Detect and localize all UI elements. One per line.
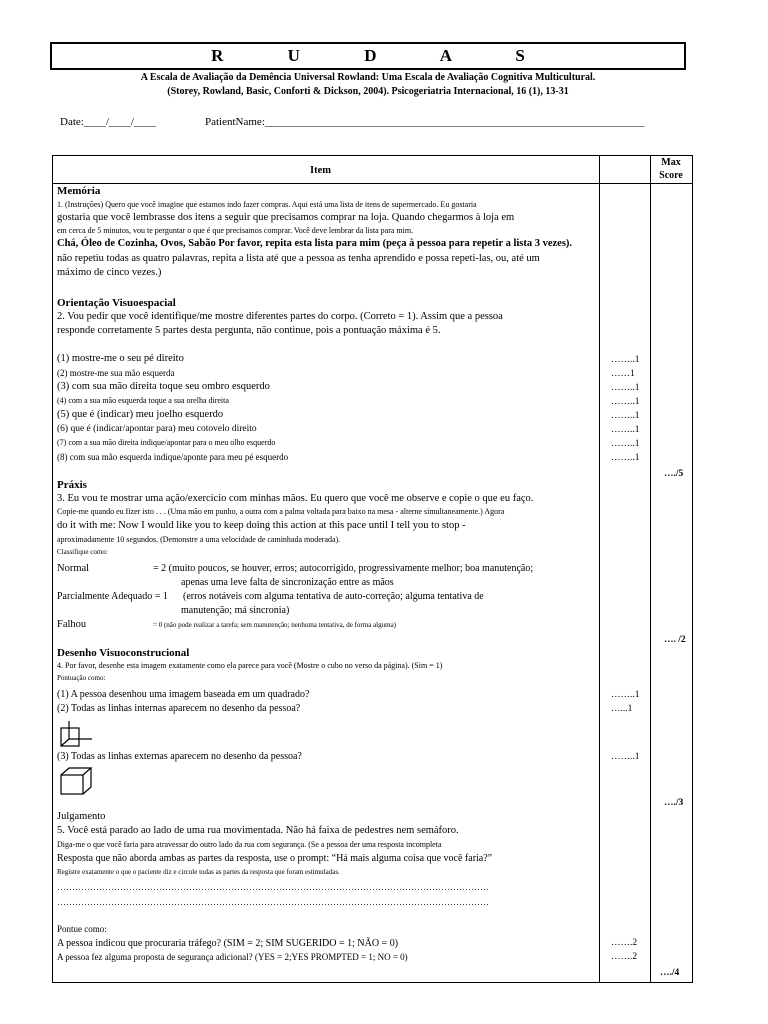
orientacao-item-1: (1) mostre-me o seu pé direito xyxy=(57,353,184,364)
document-title: R U D A S xyxy=(50,42,686,70)
section-praxis-heading: Práxis xyxy=(57,479,87,491)
praxis-partial-text-1: (erros notáveis com alguma tentativa de auto-correção; alguma tentativa de xyxy=(183,591,484,602)
section-desenho-heading: Desenho Visuoconstrucional xyxy=(57,647,190,659)
orientacao-item-8: (8) com sua mão esquerda indique/aponte para meu pé esquerdo xyxy=(57,452,289,462)
section-memoria-heading: Memória xyxy=(57,185,101,197)
date-field: Date:____/____/____ xyxy=(60,116,156,128)
praxis-classify-label: Classifique como: xyxy=(57,548,108,556)
cube-inner-lines-icon xyxy=(59,719,95,749)
orientacao-score-6: ……..1 xyxy=(611,425,640,435)
table-header-border xyxy=(52,183,693,184)
table-top-border xyxy=(52,155,693,156)
desenho-score-1: ……..1 xyxy=(611,690,640,700)
table-bottom-border xyxy=(52,982,693,983)
orientacao-score-8: ……..1 xyxy=(611,453,640,463)
subtitle-line-2: (Storey, Rowland, Basic, Conforti & Dickson, 2004). Psicogeriatria Internacional, 16 (1), 13-31 xyxy=(167,86,569,97)
desenho-score-2: …...1 xyxy=(611,704,633,714)
desenho-max-score: …./3 xyxy=(664,798,684,808)
orientacao-score-2: ……1 xyxy=(611,369,635,379)
julgamento-line-3: Resposta que não aborda ambas as partes da resposta, use o prompt: “Há mais alguma coisa que você faria?” xyxy=(57,853,493,864)
orientacao-item-6: (6) que é (indicar/apontar para) meu cotovelo direito xyxy=(57,424,257,434)
praxis-partial-text-2: manutenção; má sincronia) xyxy=(181,605,290,616)
patient-name-field: PatientName:_____________________________________________________________________ xyxy=(205,116,645,128)
orientacao-score-7: ……..1 xyxy=(611,439,640,449)
memoria-line-6: máximo de cinco vezes.) xyxy=(57,267,162,278)
orientacao-score-5: ……..1 xyxy=(611,411,640,421)
julgamento-question-2: A pessoa fez alguma proposta de segurança adicional? (YES = 2;YES PROMPTED = 1; NO = 0) xyxy=(57,952,408,962)
answer-line-1[interactable]: ……………………………………………………………………………………………………………………………… xyxy=(57,882,489,892)
praxis-partial-label: Parcialmente Adequado = 1 xyxy=(57,591,168,602)
desenho-item-3: (3) Todas as linhas externas aparecem no desenho da pessoa? xyxy=(57,751,302,762)
orientacao-item-3: (3) com sua mão direita toque seu ombro esquerdo xyxy=(57,381,270,392)
orientacao-item-7: (7) com a sua mão direita indique/apontar para o meu olho esquerdo xyxy=(57,438,276,447)
praxis-line-2: Copie-me quando eu fizer isto . . . (Uma mão em punho, a outra com a palma voltada para baixo na mesa - alterne simultaneamente.) Agora xyxy=(57,507,505,516)
orientacao-line-1: 2. Vou pedir que você identifique/me mostre diferentes partes do corpo. (Correto = 1). Assim que a pessoa xyxy=(57,311,503,322)
julgamento-score-1: …….2 xyxy=(611,938,638,948)
table-divider-1 xyxy=(599,155,600,983)
orientacao-max-score: …./5 xyxy=(664,469,684,479)
orientacao-score-3: ……..1 xyxy=(611,383,640,393)
julgamento-question-1: A pessoa indicou que procuraria tráfego? (SIM = 2; SIM SUGERIDO = 1; NÃO = 0) xyxy=(57,938,399,949)
praxis-max-score: …. /2 xyxy=(664,635,686,645)
col-header-max: Max xyxy=(661,157,681,168)
desenho-line-1: 4. Por favor, desenhe esta imagem exatamente como ela parece para você (Mostre o cubo no verso da página). (Sim = 1) xyxy=(57,661,443,670)
julgamento-line-1: 5. Você está parado ao lado de uma rua movimentada. Não há faixa de pedestres nem semáforo. xyxy=(57,825,459,836)
orientacao-item-4: (4) com a sua mão esquerda toque a sua orelha direita xyxy=(57,396,229,405)
praxis-normal-text-2: apenas uma leve falta de sincronização entre as mãos xyxy=(181,577,394,588)
orientacao-item-5: (5) que é (indicar) meu joelho esquerdo xyxy=(57,409,224,420)
desenho-item-1: (1) A pessoa desenhou uma imagem baseada em um quadrado? xyxy=(57,689,310,700)
orientacao-score-1: ……..1 xyxy=(611,355,640,365)
praxis-line-4: aproximadamente 10 segundos. (Demonstre a uma velocidade de caminhada moderada). xyxy=(57,535,341,544)
memoria-word-list: Chá, Óleo de Cozinha, Ovos, Sabão Por favor, repita esta lista para mim (peça à pessoa para repetir a lista 3 vezes). xyxy=(57,238,573,249)
memoria-line-1: 1. (Instruções) Quero que você imagine que estamos indo fazer compras. Aqui está uma lista de itens de supermercado. Eu gostaria xyxy=(57,200,477,209)
praxis-line-3: do it with me: Now I would like you to keep doing this action at this pace until I tell you to stop - xyxy=(57,520,466,531)
col-header-score: Score xyxy=(659,170,683,181)
julgamento-score-as-label: Pontue como: xyxy=(57,924,107,934)
julgamento-score-2: …….2 xyxy=(611,952,638,962)
memoria-line-2: gostaria que você lembrasse dos itens a seguir que precisamos comprar na loja. Quando chegarmos à loja em xyxy=(57,212,515,223)
praxis-normal-label: Normal xyxy=(57,563,90,574)
julgamento-line-4: Registre exatamente o que o paciente diz e circule todas as partes da resposta que foram estimuladas. xyxy=(57,868,340,876)
col-header-item: Item xyxy=(310,165,331,176)
desenho-score-3: ……..1 xyxy=(611,752,640,762)
memoria-line-5: não repetiu todas as quatro palavras, repita a lista até que a pessoa as tenha aprendido e possa repeti-las, ou, até um xyxy=(57,253,540,264)
orientacao-line-2: responde corretamente 5 partes desta pergunta, não continue, pois a pontuação máxima é 5. xyxy=(57,325,441,336)
cube-outer-lines-icon xyxy=(59,766,95,796)
memoria-line-3: em cerca de 5 minutos, vou te perguntar o que é que precisamos comprar. Você deve lembrar da lista para mim. xyxy=(57,226,414,235)
section-julgamento-heading: Julgamento xyxy=(57,811,106,822)
praxis-normal-text-1: = 2 (muito poucos, se houver, erros; autocorrigido, progressivamente melhor; boa manutenção; xyxy=(153,563,534,574)
answer-line-2[interactable]: ……………………………………………………………………………………………………………………………… xyxy=(57,897,489,907)
praxis-failed-label: Falhou xyxy=(57,619,87,630)
table-left-border xyxy=(52,155,53,983)
desenho-scoring-label: Pontuação como: xyxy=(57,674,106,682)
table-right-border xyxy=(692,155,693,983)
praxis-failed-text: = 0 (não pode realizar a tarefa; sem manutenção; nenhuma tentativa, de forma alguma) xyxy=(153,621,397,629)
praxis-line-1: 3. Eu vou te mostrar uma ação/exercício com minhas mãos. Eu quero que você me observe e copie o que eu faço. xyxy=(57,493,534,504)
julgamento-line-2: Diga-me o que você faria para atravessar do outro lado da rua com segurança. (Se a pessoa der uma resposta incompleta xyxy=(57,840,442,849)
table-divider-2 xyxy=(650,155,651,983)
desenho-item-2: (2) Todas as linhas internas aparecem no desenho da pessoa? xyxy=(57,703,301,714)
julgamento-max-score: …./4 xyxy=(660,968,680,978)
subtitle-line-1: A Escala de Avaliação da Demência Universal Rowland: Uma Escala de Avaliação Cognitiva Multicultural. xyxy=(140,72,596,83)
section-orientacao-heading: Orientação Visuoespacial xyxy=(57,297,176,309)
orientacao-item-2: (2) mostre-me sua mão esquerda xyxy=(57,368,175,378)
orientacao-score-4: ……..1 xyxy=(611,397,640,407)
